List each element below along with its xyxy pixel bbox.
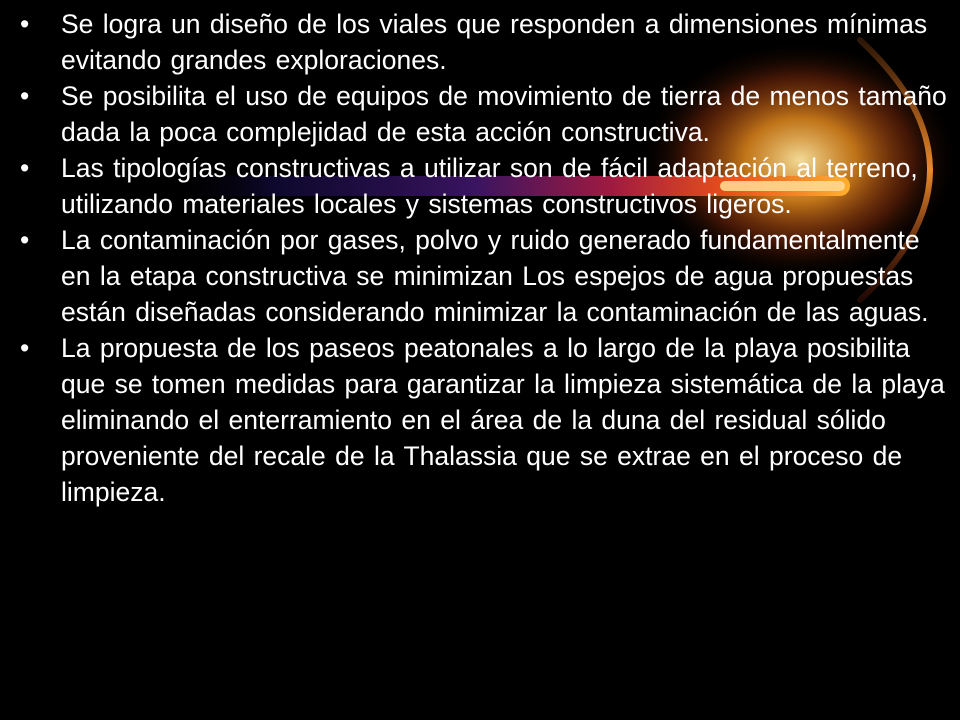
bullet-list — [0, 6, 960, 510]
bullet-item — [0, 6, 960, 78]
bullet-item — [0, 78, 960, 150]
bullet-dot-icon: • — [20, 81, 30, 111]
bullet-item — [0, 150, 960, 222]
bullet-text: La contaminación por gases, polvo y ruido generado fundamentalmente en la etapa constructiva se minimizan Los espejos de agua propuestas están diseñadas considerando minimizar la contaminación de las aguas. — [61, 225, 929, 327]
bullet-item — [0, 330, 960, 510]
bullet-dot-icon: • — [20, 333, 30, 363]
bullet-text: Se posibilita el uso de equipos de movimiento de tierra de menos tamaño dada la poca complejidad de esta acción constructiva. — [61, 81, 947, 147]
bullet-dot-icon: • — [20, 225, 30, 255]
bullet-item — [0, 222, 960, 330]
bullet-text: Las tipologías constructivas a utilizar son de fácil adaptación al terreno, utilizando materiales locales y sistemas constructivos ligeros. — [61, 153, 918, 219]
bullet-text: Se logra un diseño de los viales que responden a dimensiones mínimas evitando grandes exploraciones. — [61, 9, 928, 75]
bullet-dot-icon: • — [20, 153, 30, 183]
bullet-dot-icon: • — [20, 9, 30, 39]
bullet-text: La propuesta de los paseos peatonales a lo largo de la playa posibilita que se tomen medidas para garantizar la limpieza sistemática de la playa eliminando el enterramiento en el área de la duna del residual sólido proveniente del recale de la Thalassia que se extrae en el proceso de limpieza. — [61, 333, 945, 507]
